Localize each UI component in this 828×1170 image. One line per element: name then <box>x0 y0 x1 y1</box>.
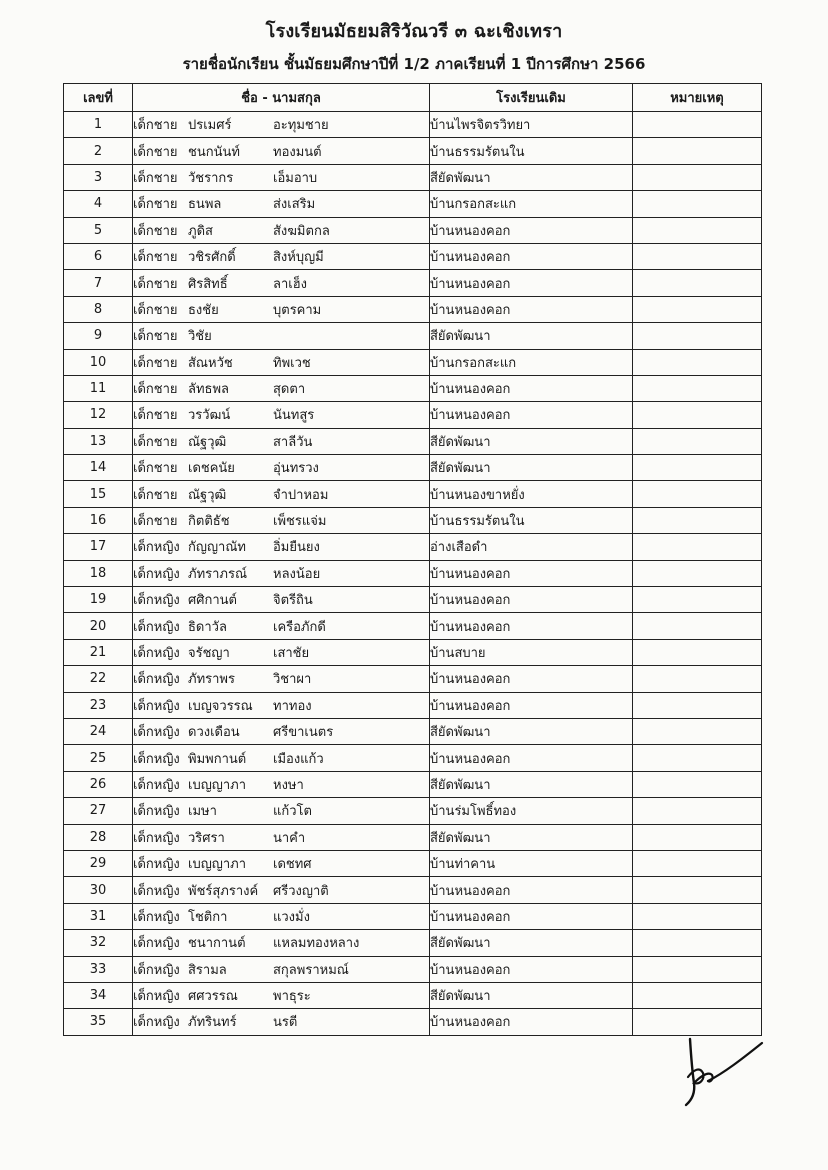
student-name-cell <box>133 692 430 718</box>
student-number: 28 <box>64 824 133 850</box>
former-school: สียัดพัฒนา <box>430 718 633 744</box>
last-name: หงษา <box>273 777 304 793</box>
student-number: 17 <box>64 534 133 560</box>
table-row <box>64 402 762 428</box>
remark-cell <box>633 798 762 824</box>
remark-cell <box>633 402 762 428</box>
name-prefix: เด็กชาย <box>133 408 178 424</box>
former-school: บ้านหนองคอก <box>430 745 633 771</box>
former-school: บ้านหนองคอก <box>430 613 633 639</box>
student-name-cell <box>133 587 430 613</box>
student-name-cell <box>133 613 430 639</box>
first-name: ศิรสิทธิ์ <box>188 276 228 292</box>
student-number: 20 <box>64 613 133 639</box>
former-school: บ้านหนองคอก <box>430 1009 633 1035</box>
student-name-cell <box>133 903 430 929</box>
last-name: ทองมนต์ <box>273 144 322 160</box>
table-row <box>64 428 762 454</box>
last-name: แหลมทองหลาง <box>273 936 360 952</box>
former-school: บ้านธรรมรัตนใน <box>430 507 633 533</box>
remark-cell <box>633 296 762 322</box>
last-name: นันทสูร <box>273 408 315 424</box>
student-number: 10 <box>64 349 133 375</box>
name-prefix: เด็กหญิง <box>133 777 180 793</box>
student-number: 14 <box>64 455 133 481</box>
table-row <box>64 824 762 850</box>
former-school: อ่างเสือดำ <box>430 534 633 560</box>
name-prefix: เด็กหญิง <box>133 830 180 846</box>
table-row <box>64 191 762 217</box>
last-name: จำปาหอม <box>273 487 329 503</box>
name-prefix: เด็กหญิง <box>133 751 180 767</box>
first-name: ชนากานต์ <box>188 936 246 952</box>
student-number: 16 <box>64 507 133 533</box>
remark-cell <box>633 428 762 454</box>
name-prefix: เด็กชาย <box>133 170 178 186</box>
table-row <box>64 243 762 269</box>
student-number: 7 <box>64 270 133 296</box>
first-name: สิรามล <box>188 962 227 978</box>
name-prefix: เด็กชาย <box>133 434 178 450</box>
former-school: บ้านหนองคอก <box>430 903 633 929</box>
name-prefix: เด็กชาย <box>133 197 178 213</box>
remark-cell <box>633 745 762 771</box>
student-number: 15 <box>64 481 133 507</box>
former-school: สียัดพัฒนา <box>430 323 633 349</box>
student-number: 13 <box>64 428 133 454</box>
last-name: อุ่นทรวง <box>273 461 319 477</box>
first-name: ภูดิส <box>188 223 213 239</box>
remark-cell <box>633 877 762 903</box>
first-name: โชติกา <box>188 909 228 925</box>
first-name: ภัทราภรณ์ <box>188 566 248 582</box>
first-name: ธิดาวัล <box>188 619 227 635</box>
table-row <box>64 296 762 322</box>
table-row <box>64 323 762 349</box>
last-name: แวงมั่ง <box>273 909 310 925</box>
first-name: กิตติธัช <box>188 514 230 530</box>
student-name-cell <box>133 850 430 876</box>
name-prefix: เด็กหญิง <box>133 540 180 556</box>
student-number: 3 <box>64 164 133 190</box>
name-prefix: เด็กหญิง <box>133 593 180 609</box>
last-name: หลงน้อย <box>273 566 321 582</box>
former-school: บ้านหนองคอก <box>430 692 633 718</box>
student-name-cell <box>133 164 430 190</box>
student-number: 26 <box>64 771 133 797</box>
former-school: บ้านหนองคอก <box>430 666 633 692</box>
student-name-cell <box>133 191 430 217</box>
table-row <box>64 850 762 876</box>
last-name: ส่งเสริม <box>273 197 316 213</box>
student-name-cell <box>133 112 430 138</box>
name-prefix: เด็กหญิง <box>133 619 180 635</box>
name-prefix: เด็กชาย <box>133 329 178 345</box>
name-prefix: เด็กหญิง <box>133 566 180 582</box>
first-name: วริศรา <box>188 830 225 846</box>
student-number: 29 <box>64 850 133 876</box>
last-name: พาธุระ <box>273 989 311 1005</box>
name-prefix: เด็กหญิง <box>133 883 180 899</box>
former-school: บ้านร่มโพธิ์ทอง <box>430 798 633 824</box>
table-row <box>64 613 762 639</box>
first-name: ชนกนันท์ <box>188 144 240 160</box>
header-former-school: โรงเรียนเดิม <box>430 84 633 112</box>
former-school: สียัดพัฒนา <box>430 428 633 454</box>
last-name: บุตรคาม <box>273 302 322 318</box>
remark-cell <box>633 191 762 217</box>
first-name: วรวัฒน์ <box>188 408 231 424</box>
name-prefix: เด็กชาย <box>133 118 178 134</box>
first-name: เมษา <box>188 804 217 820</box>
school-title: โรงเรียนมัธยมสิริวัณวรี ๓ ฉะเชิงเทรา <box>265 21 563 42</box>
table-row <box>64 534 762 560</box>
former-school: สียัดพัฒนา <box>430 982 633 1008</box>
former-school: บ้านหนองคอก <box>430 296 633 322</box>
last-name: ทิพเวช <box>273 355 311 371</box>
remark-cell <box>633 560 762 586</box>
first-name: เดชคนัย <box>188 461 235 477</box>
student-name-cell <box>133 798 430 824</box>
student-number: 6 <box>64 243 133 269</box>
first-name: วิชัย <box>188 329 212 345</box>
last-name: เพ็ชรแจ่ม <box>273 514 327 530</box>
student-name-cell <box>133 1009 430 1035</box>
remark-cell <box>633 639 762 665</box>
last-name: นาคำ <box>273 830 306 846</box>
remark-cell <box>633 903 762 929</box>
student-name-cell <box>133 375 430 401</box>
table-row <box>64 349 762 375</box>
table-row <box>64 270 762 296</box>
student-name-cell <box>133 930 430 956</box>
first-name: พิมพกานต์ <box>188 751 247 767</box>
first-name: ธงชัย <box>188 302 219 318</box>
former-school: บ้านหนองคอก <box>430 877 633 903</box>
header-name: ชื่อ - นามสกุล <box>133 84 430 112</box>
table-row <box>64 798 762 824</box>
student-name-cell <box>133 718 430 744</box>
name-prefix: เด็กชาย <box>133 514 178 530</box>
name-prefix: เด็กชาย <box>133 276 178 292</box>
student-number: 25 <box>64 745 133 771</box>
last-name: อะทุมชาย <box>273 118 329 134</box>
student-number: 5 <box>64 217 133 243</box>
student-number: 18 <box>64 560 133 586</box>
table-row <box>64 455 762 481</box>
former-school: บ้านหนองขาหยั่ง <box>430 481 633 507</box>
last-name: ศรีวงญาติ <box>273 883 329 899</box>
first-name: ภัทรินทร์ <box>188 1015 237 1031</box>
first-name: เบญจวรรณ <box>188 698 253 714</box>
table-row <box>64 507 762 533</box>
last-name: ศรีขาเนตร <box>273 725 334 741</box>
name-prefix: เด็กหญิง <box>133 672 180 688</box>
table-row <box>64 956 762 982</box>
first-name: พัชร์สุภรางค์ <box>188 883 259 899</box>
remark-cell <box>633 112 762 138</box>
student-number: 35 <box>64 1009 133 1035</box>
student-number: 24 <box>64 718 133 744</box>
first-name: วัชรากร <box>188 170 234 186</box>
former-school: บ้านกรอกสะแก <box>430 349 633 375</box>
student-name-cell <box>133 824 430 850</box>
remark-cell <box>633 771 762 797</box>
former-school: สียัดพัฒนา <box>430 824 633 850</box>
table-row <box>64 112 762 138</box>
name-prefix: เด็กชาย <box>133 144 178 160</box>
table-row <box>64 982 762 1008</box>
former-school: บ้านหนองคอก <box>430 560 633 586</box>
remark-cell <box>633 982 762 1008</box>
remark-cell <box>633 349 762 375</box>
list-title: รายชื่อนักเรียน ชั้นมัธยมศึกษาปีที่ 1/2 ภาคเรียนที่ 1 ปีการศึกษา 2566 <box>182 55 646 73</box>
table-header-row <box>64 84 762 112</box>
student-name-cell <box>133 428 430 454</box>
student-number: 23 <box>64 692 133 718</box>
handwritten-signature <box>676 1025 772 1109</box>
remark-cell <box>633 692 762 718</box>
remark-cell <box>633 270 762 296</box>
last-name: สุดตา <box>273 382 306 398</box>
remark-cell <box>633 587 762 613</box>
student-number: 4 <box>64 191 133 217</box>
name-prefix: เด็กหญิง <box>133 936 180 952</box>
student-name-cell <box>133 455 430 481</box>
first-name: เบญญาภา <box>188 857 247 873</box>
former-school: สียัดพัฒนา <box>430 930 633 956</box>
remark-cell <box>633 824 762 850</box>
name-prefix: เด็กหญิง <box>133 804 180 820</box>
student-number: 2 <box>64 138 133 164</box>
student-number: 19 <box>64 587 133 613</box>
last-name: เสาชัย <box>273 646 310 661</box>
table-row <box>64 587 762 613</box>
table-row <box>64 375 762 401</box>
student-name-cell <box>133 243 430 269</box>
first-name: เบญญาภา <box>188 777 247 793</box>
student-name-cell <box>133 270 430 296</box>
table-row <box>64 903 762 929</box>
student-name-cell <box>133 507 430 533</box>
first-name: ลัทธพล <box>188 382 230 398</box>
name-prefix: เด็กหญิง <box>133 1015 180 1031</box>
name-prefix: เด็กชาย <box>133 302 178 318</box>
student-number: 22 <box>64 666 133 692</box>
student-number: 1 <box>64 112 133 138</box>
former-school: บ้านธรรมรัตนใน <box>430 138 633 164</box>
name-prefix: เด็กชาย <box>133 223 178 239</box>
first-name: ณัฐวุฒิ <box>188 434 227 450</box>
student-number: 8 <box>64 296 133 322</box>
student-number: 32 <box>64 930 133 956</box>
remark-cell <box>633 455 762 481</box>
table-row <box>64 692 762 718</box>
name-prefix: เด็กหญิง <box>133 646 180 661</box>
former-school: บ้านหนองคอก <box>430 956 633 982</box>
first-name: ดวงเดือน <box>188 725 240 741</box>
first-name: ศศวรรณ <box>188 989 238 1005</box>
last-name: เครือภักดี <box>273 619 326 635</box>
remark-cell <box>633 375 762 401</box>
remark-cell <box>633 850 762 876</box>
last-name: สาลีวัน <box>273 434 313 450</box>
table-row <box>64 164 762 190</box>
header-remark: หมายเหตุ <box>633 84 762 112</box>
former-school: สียัดพัฒนา <box>430 771 633 797</box>
first-name: ปรเมศร์ <box>188 118 232 134</box>
student-number: 9 <box>64 323 133 349</box>
remark-cell <box>633 481 762 507</box>
table-row <box>64 877 762 903</box>
table-row <box>64 930 762 956</box>
student-number: 27 <box>64 798 133 824</box>
student-name-cell <box>133 402 430 428</box>
table-row <box>64 1009 762 1035</box>
name-prefix: เด็กชาย <box>133 382 178 398</box>
first-name: กัญญาณัท <box>188 540 246 556</box>
remark-cell <box>633 534 762 560</box>
student-name-cell <box>133 481 430 507</box>
student-name-cell <box>133 956 430 982</box>
first-name: ณัฐวุฒิ <box>188 487 227 503</box>
last-name: เมืองแก้ว <box>273 751 324 767</box>
former-school: สียัดพัฒนา <box>430 164 633 190</box>
former-school: บ้านกรอกสะแก <box>430 191 633 217</box>
remark-cell <box>633 718 762 744</box>
former-school: บ้านหนองคอก <box>430 217 633 243</box>
remark-cell <box>633 930 762 956</box>
student-name-cell <box>133 745 430 771</box>
first-name: สัณหวัช <box>188 355 233 371</box>
student-name-cell <box>133 138 430 164</box>
student-name-cell <box>133 534 430 560</box>
student-number: 34 <box>64 982 133 1008</box>
table-row <box>64 138 762 164</box>
student-roster-table <box>63 83 762 1036</box>
student-name-cell <box>133 666 430 692</box>
former-school: บ้านหนองคอก <box>430 270 633 296</box>
table-row <box>64 745 762 771</box>
remark-cell <box>633 956 762 982</box>
table-row <box>64 771 762 797</box>
name-prefix: เด็กหญิง <box>133 962 180 978</box>
last-name: จิตรีถิน <box>273 593 313 609</box>
former-school: บ้านสบาย <box>430 639 633 665</box>
last-name: สกุลพราหมณ์ <box>273 962 349 978</box>
remark-cell <box>633 164 762 190</box>
student-number: 31 <box>64 903 133 929</box>
student-number: 33 <box>64 956 133 982</box>
former-school: บ้านท่าคาน <box>430 850 633 876</box>
student-number: 21 <box>64 639 133 665</box>
table-row <box>64 639 762 665</box>
former-school: บ้านหนองคอก <box>430 375 633 401</box>
remark-cell <box>633 323 762 349</box>
table-row <box>64 481 762 507</box>
student-name-cell <box>133 560 430 586</box>
name-prefix: เด็กชาย <box>133 250 178 266</box>
former-school: บ้านหนองคอก <box>430 402 633 428</box>
last-name: วิชาผา <box>273 672 312 688</box>
student-number: 11 <box>64 375 133 401</box>
table-body <box>64 112 762 1036</box>
student-name-cell <box>133 877 430 903</box>
name-prefix: เด็กชาย <box>133 487 178 503</box>
remark-cell <box>633 138 762 164</box>
first-name: ธนพล <box>188 197 222 213</box>
table-row <box>64 666 762 692</box>
student-name-cell <box>133 323 430 349</box>
table-row <box>64 718 762 744</box>
table-row <box>64 560 762 586</box>
former-school: บ้านหนองคอก <box>430 587 633 613</box>
last-name: สิงห์บุญมี <box>273 250 324 266</box>
remark-cell <box>633 217 762 243</box>
name-prefix: เด็กหญิง <box>133 857 180 873</box>
student-number: 30 <box>64 877 133 903</box>
name-prefix: เด็กหญิง <box>133 725 180 741</box>
name-prefix: เด็กหญิง <box>133 989 180 1005</box>
student-name-cell <box>133 771 430 797</box>
name-prefix: เด็กหญิง <box>133 698 180 714</box>
last-name: อิ่มยืนยง <box>273 540 320 556</box>
student-name-cell <box>133 296 430 322</box>
remark-cell <box>633 507 762 533</box>
header-number: เลขที่ <box>64 84 133 112</box>
name-prefix: เด็กชาย <box>133 461 178 477</box>
student-name-cell <box>133 982 430 1008</box>
last-name: แก้วโต <box>273 804 312 820</box>
former-school: สียัดพัฒนา <box>430 455 633 481</box>
last-name: ทาทอง <box>273 698 312 714</box>
student-number: 12 <box>64 402 133 428</box>
remark-cell <box>633 613 762 639</box>
first-name: ภัทราพร <box>188 672 235 688</box>
name-prefix: เด็กชาย <box>133 355 178 371</box>
first-name: วชิรศักดิ์ <box>188 250 236 266</box>
last-name: เดชทศ <box>273 857 312 873</box>
remark-cell <box>633 243 762 269</box>
former-school: บ้านไพรจิตรวิทยา <box>430 112 633 138</box>
student-name-cell <box>133 217 430 243</box>
student-name-cell <box>133 349 430 375</box>
table-row <box>64 217 762 243</box>
last-name: เอ็มอาบ <box>273 170 318 186</box>
name-prefix: เด็กหญิง <box>133 909 180 925</box>
remark-cell <box>633 666 762 692</box>
former-school: บ้านหนองคอก <box>430 243 633 269</box>
last-name: สังฆมิตกล <box>273 223 330 239</box>
first-name: จรัชญา <box>188 646 230 661</box>
last-name: นรตี <box>273 1015 298 1031</box>
last-name: ลาเฮ็ง <box>273 276 307 292</box>
first-name: ศศิกานต์ <box>188 593 238 609</box>
student-name-cell <box>133 639 430 665</box>
